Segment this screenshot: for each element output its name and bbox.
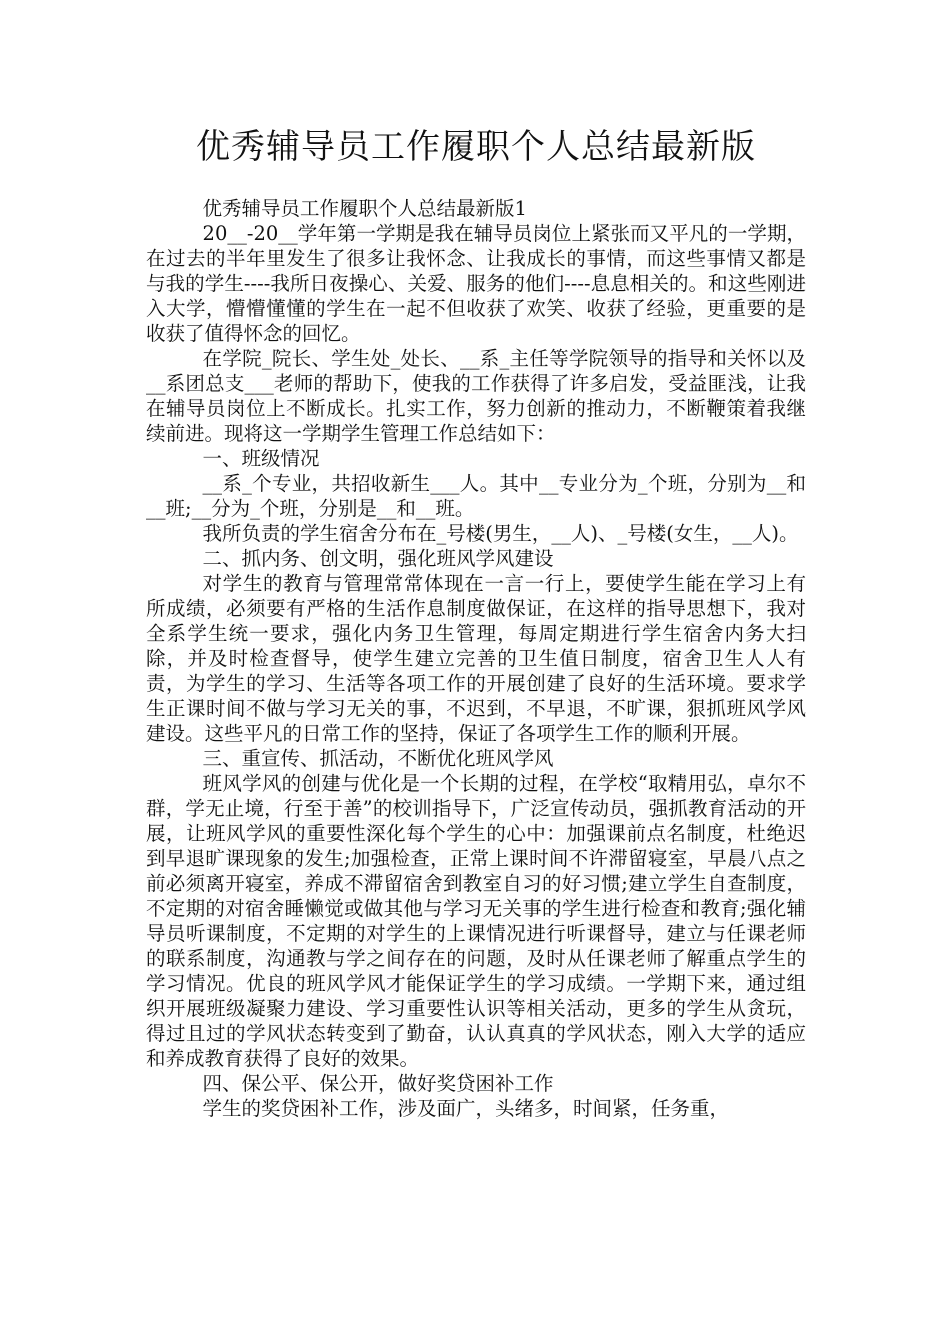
document-page [146, 120, 806, 1121]
paragraph: 班风学风的创建与优化是一个长期的过程，在学校“取精用弘，卓尔不群，学无止境，行至于善”的校训指导下，广泛宣传动员，强抓教育活动的开展，让班风学风的重要性深化每个学生的心中：加强课前点名制度，杜绝迟到早退旷课现象的发生;加强检查，正常上课时间不许滞留寝室，早晨八点之前必须离开寝室，养成不滞留宿舍到教室自习的好习惯;建立学生自查制度，不定期的对宿舍睡懒觉或做其他与学习无关事的学生进行检查和教育;强化辅导员听课制度，不定期的对学生的上课情况进行听课督导，建立与任课老师的联系制度，沟通教与学之间存在的问题，及时从任课老师了解重点学生的学习情况。优良的班风学风才能保证学生的学习成绩。一学期下来，通过组织开展班级凝聚力建设、学习重要性认识等相关活动，更多的学生从贪玩，得过且过的学风状态转变到了勤奋，认认真真的学风状态，刚入大学的适应和养成教育获得了良好的效果。 [146, 772, 806, 1070]
paragraph-heading-1: 优秀辅导员工作履职个人总结最新版1 [202, 197, 527, 220]
section-heading: 四、保公平、保公开，做好奖贷困补工作 [202, 1072, 554, 1095]
document-body [146, 196, 806, 1121]
document-title: 优秀辅导员工作履职个人总结最新版 [196, 127, 756, 167]
paragraph: 学生的奖贷困补工作，涉及面广，头绪多，时间紧，任务重， [202, 1097, 730, 1120]
paragraph: 20__-20__学年第一学期是我在辅导员岗位上紧张而又平凡的一学期，在过去的半年里发生了很多让我怀念、让我成长的事情，而这些事情又都是与我的学生----我所日夜操心、关爱、服务的他们----息息相关的。和这些刚进入大学，懵懵懂懂的学生在一起不但收获了欢笑、收获了经验，更重要的是收获了值得怀念的回忆。 [146, 222, 806, 345]
section-heading: 一、班级情况 [202, 447, 320, 470]
section-heading: 三、重宣传、抓活动，不断优化班风学风 [202, 747, 554, 770]
paragraph: 对学生的教育与管理常常体现在一言一行上，要使学生能在学习上有所成绩，必须要有严格的生活作息制度做保证，在这样的指导思想下，我对全系学生统一要求，强化内务卫生管理，每周定期进行学生宿舍内务大扫除，并及时检查督导，使学生建立完善的卫生值日制度，宿舍卫生人人有责，为学生的学习、生活等各项工作的开展创建了良好的生活环境。要求学生正课时间不做与学习无关的事，不迟到，不早退，不旷课，狠抓班风学风建设。这些平凡的日常工作的坚持，保证了各项学生工作的顺利开展。 [146, 572, 806, 745]
section-heading: 二、抓内务、创文明，强化班风学风建设 [202, 547, 554, 570]
paragraph: 我所负责的学生宿舍分布在_号楼(男生，__人)、_号楼(女生，__人)。 [202, 522, 799, 545]
paragraph: 在学院_院长、学生处_处长、__系_主任等学院领导的指导和关怀以及__系团总支___老师的帮助下，使我的工作获得了许多启发，受益匪浅，让我在辅导员岗位上不断成长。扎实工作，努力创新的推动力，不断鞭策着我继续前进。现将这一学期学生管理工作总结如下： [146, 347, 806, 445]
paragraph: __系_个专业，共招收新生___人。其中__专业分为_个班，分别为__和__班;__分为_个班，分别是__和__班。 [146, 472, 806, 520]
